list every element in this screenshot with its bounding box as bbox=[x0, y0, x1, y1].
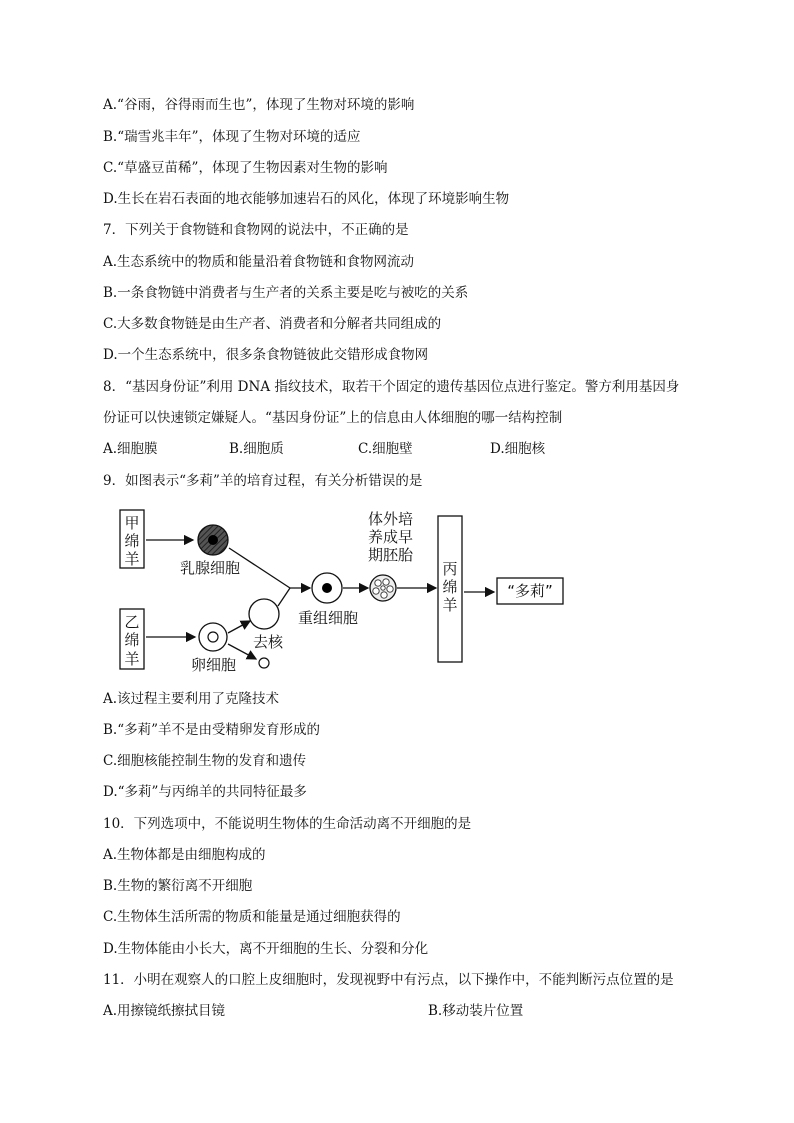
sheep-c-label-1: 丙 bbox=[442, 560, 458, 578]
sheep-b-label-3: 羊 bbox=[124, 650, 140, 668]
sheep-c-label-2: 绵 bbox=[442, 578, 458, 596]
q7-option-d: D.一个生态系统中，很多条食物链彼此交错形成食物网 bbox=[103, 347, 429, 363]
sheep-a-label-1: 甲 bbox=[124, 514, 140, 532]
sheep-b-label-2: 绵 bbox=[124, 631, 140, 649]
q8-option-d: D.细胞核 bbox=[490, 441, 546, 457]
q6-option-b: B.“瑞雪兆丰年”，体现了生物对环境的适应 bbox=[103, 129, 361, 145]
q11-option-b: B.移动装片位置 bbox=[428, 1003, 524, 1019]
q8-option-c: C.细胞壁 bbox=[358, 441, 413, 457]
q8-option-b: B.细胞质 bbox=[229, 441, 284, 457]
recombined-nucleus-icon bbox=[322, 583, 332, 593]
q10-option-a: A.生物体都是由细胞构成的 bbox=[103, 847, 266, 863]
embryo-label-1: 体外培 bbox=[368, 510, 414, 528]
mammary-nucleus-icon bbox=[208, 535, 218, 545]
q8-stem-line1: 8．“基因身份证”利用 DNA 指纹技术，取若干个固定的遗传基因位点进行鉴定。警方利用基因身 bbox=[103, 379, 680, 395]
q8-option-a: A.细胞膜 bbox=[103, 441, 158, 457]
enucleate-label: 去核 bbox=[253, 633, 284, 651]
q9-stem: 9．如图表示“多莉”羊的培育过程，有关分析错误的是 bbox=[103, 473, 423, 489]
q10-option-d: D.生物体能由小长大，离不开细胞的生长、分裂和分化 bbox=[103, 941, 429, 957]
q11-option-a: A.用擦镜纸擦拭目镜 bbox=[103, 1003, 226, 1019]
q9-option-b: B.“多莉”羊不是由受精卵发育形成的 bbox=[103, 722, 321, 738]
mammary-cell-label: 乳腺细胞 bbox=[180, 559, 241, 577]
sheep-c-label-3: 羊 bbox=[442, 596, 458, 614]
arrow-enucleated-to-merge bbox=[278, 588, 290, 606]
q7-option-c: C.大多数食物链是由生产者、消费者和分解者共同组成的 bbox=[103, 316, 442, 332]
dolly-label: “多莉” bbox=[507, 582, 553, 600]
dolly-cloning-diagram bbox=[100, 502, 580, 678]
egg-cell-label: 卵细胞 bbox=[191, 656, 237, 674]
q8-stem-line2: 份证可以快速锁定嫌疑人。“基因身份证”上的信息由人体细胞的哪一结构控制 bbox=[103, 410, 563, 426]
q11-stem: 11．小明在观察人的口腔上皮细胞时，发现视野中有污点，以下操作中，不能判断污点位置的是 bbox=[103, 972, 674, 988]
q10-stem: 10．下列选项中，不能说明生物体的生命活动离不开细胞的是 bbox=[103, 816, 472, 832]
egg-nucleus-icon bbox=[208, 632, 218, 642]
q9-option-c: C.细胞核能控制生物的发育和遗传 bbox=[103, 753, 307, 769]
q9-option-a: A.该过程主要利用了克隆技术 bbox=[103, 691, 280, 707]
q10-option-b: B.生物的繁衍离不开细胞 bbox=[103, 878, 253, 894]
sheep-a-label-3: 羊 bbox=[124, 550, 140, 568]
embryo-label-3: 期胚胎 bbox=[368, 546, 414, 564]
sheep-a-label-2: 绵 bbox=[124, 532, 140, 550]
q7-option-b: B.一条食物链中消费者与生产者的关系主要是吃与被吃的关系 bbox=[103, 285, 469, 301]
q6-option-d: D.生长在岩石表面的地衣能够加速岩石的风化，体现了环境影响生物 bbox=[103, 191, 510, 207]
sheep-b-label-1: 乙 bbox=[124, 613, 140, 631]
q9-option-d: D.“多莉”与丙绵羊的共同特征最多 bbox=[103, 784, 307, 800]
removed-nucleus-icon bbox=[259, 658, 269, 668]
recombined-cell-label: 重组细胞 bbox=[298, 609, 359, 627]
q6-option-a: A.“谷雨，谷得雨而生也”，体现了生物对环境的影响 bbox=[103, 97, 415, 113]
q10-option-c: C.生物体生活所需的物质和能量是通过细胞获得的 bbox=[103, 909, 401, 925]
arrow-egg-to-enucleated bbox=[228, 621, 250, 633]
enucleated-egg-icon bbox=[249, 599, 279, 629]
q6-option-c: C.“草盛豆苗稀”，体现了生物因素对生物的影响 bbox=[103, 160, 388, 176]
q7-option-a: A.生态系统中的物质和能量沿着食物链和食物网流动 bbox=[103, 254, 415, 270]
q7-stem: 7．下列关于食物链和食物网的说法中，不正确的是 bbox=[103, 222, 409, 238]
embryo-label-2: 养成早 bbox=[368, 528, 414, 546]
